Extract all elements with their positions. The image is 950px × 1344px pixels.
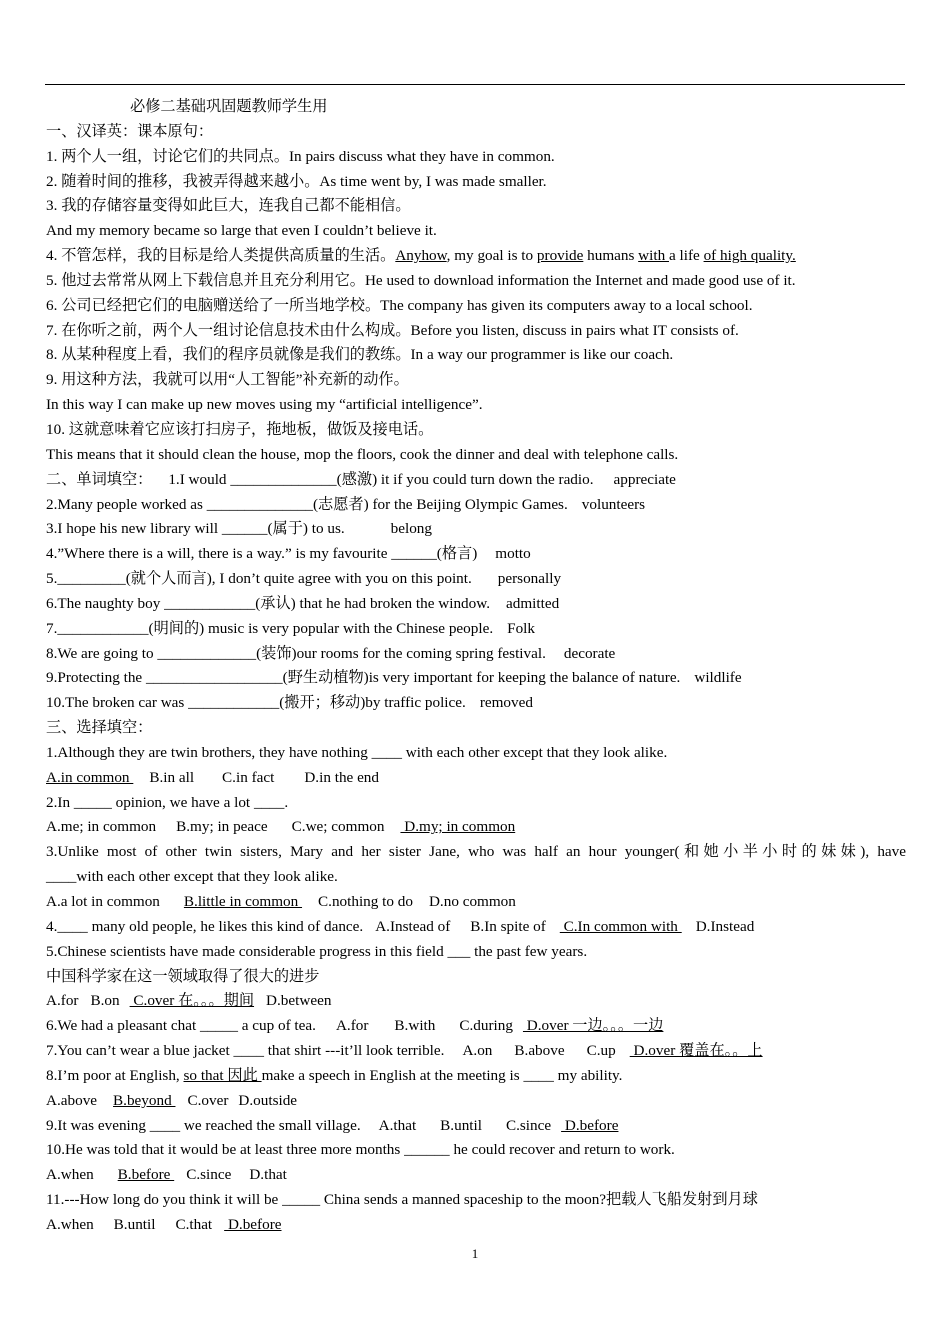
question-text: 7.You can’t wear a blue jacket ____ that shirt ---it’ll look terrible.	[46, 1042, 445, 1060]
text-run: a life	[668, 247, 704, 265]
option: C.during	[459, 1017, 513, 1035]
option-correct: D.over 一边。。。一边	[522, 1017, 664, 1035]
option: D.that	[249, 1166, 287, 1184]
options-line	[46, 766, 906, 791]
answer-text: admitted	[506, 594, 560, 612]
choice-question	[46, 915, 906, 940]
choice-question: 2.In _____ opinion, we have a lot ____.	[46, 793, 289, 811]
option-correct: B.little in common	[183, 893, 303, 910]
option: C.that	[175, 1215, 213, 1233]
question-text: 3.I hope his new library will ______(属于) to us.	[46, 520, 345, 538]
option: C.up	[586, 1042, 616, 1060]
sentence-line: 1. 两个人一组，讨论它们的共同点。In pairs discuss what they have in common.	[46, 147, 555, 165]
option: A.when	[46, 1215, 94, 1233]
sentence-line: And my memory became so large that even I couldn’t believe it.	[46, 222, 437, 240]
choice-question	[46, 1014, 906, 1039]
options-line	[46, 1163, 906, 1188]
page-title: 必修二基础巩固题教师学生用	[130, 98, 328, 115]
options-line	[46, 1089, 906, 1114]
fill-question	[46, 517, 906, 542]
option: B.In spite of	[470, 917, 546, 935]
option: C.over	[187, 1091, 229, 1109]
text-run: 4. 不管怎样，我的目标是给人类提供高质量的生活。	[46, 247, 396, 265]
option-correct: D.over 覆盖在。。上	[629, 1042, 763, 1060]
question-text: 4.”Where there is a will, there is a way.” is my favourite ______(格言)	[46, 545, 478, 563]
option: C.nothing to do	[318, 893, 413, 910]
fill-question	[46, 542, 906, 567]
option: B.with	[394, 1017, 436, 1035]
sentence-line: 9. 用这种方法，我就可以用“人工智能”补充新的动作。	[46, 371, 409, 389]
choice-question: 5.Chinese scientists have made considerable progress in this field ___ the past few years.	[46, 942, 588, 960]
section-heading: 三、选择填空：	[46, 719, 153, 737]
option: A.on	[462, 1042, 493, 1060]
question-text: 2.Many people worked as ______________(志愿者) for the Beijing Olympic Games.	[46, 495, 568, 513]
option-correct: D.my; in common	[400, 818, 516, 836]
section-heading: 一、汉译英：课本原句：	[46, 122, 214, 140]
question-text: 6.The naughty boy ____________(承认) that he had broken the window.	[46, 594, 491, 612]
option: A.a lot in common	[46, 893, 160, 910]
fill-question	[46, 617, 906, 642]
option-correct: B.before	[117, 1166, 175, 1184]
sentence-line: In this way I can make up new moves using my “artificial intelligence”.	[46, 396, 483, 414]
option-correct: D.before	[561, 1116, 619, 1134]
option: A.above	[46, 1091, 98, 1109]
choice-question: 1.Although they are twin brothers, they have nothing ____ with each other except that they look alike.	[46, 743, 668, 761]
sentence-line: 8. 从某种程度上看，我们的程序员就像是我们的教练。In a way our programmer is like our coach.	[46, 346, 674, 364]
translation-note: 中国科学家在这一领域取得了很大的进步	[46, 967, 320, 985]
page-number: 1	[471, 1246, 479, 1261]
sentence-line: 3. 我的存储容量变得如此巨大，连我自己都不能相信。	[46, 197, 411, 215]
answer-text: removed	[479, 694, 533, 712]
option: B.until	[113, 1215, 156, 1233]
question-text: 9.Protecting the __________________(野生动植物)is very important for keeping the balance of nature.	[46, 669, 681, 687]
answer-text: volunteers	[581, 495, 646, 513]
option: C.since	[505, 1116, 552, 1134]
option: C.we; common	[291, 818, 385, 836]
fill-question	[46, 468, 906, 493]
option-correct: C.In common with	[559, 917, 682, 935]
sentence-line: 7. 在你听之前，两个人一组讨论信息技术由什么构成。Before you listen, discuss in pairs what IT consists of.	[46, 321, 739, 339]
answer-text: belong	[390, 520, 432, 538]
question-text: 5._________(就个人而言), I don’t quite agree with you on this point.	[46, 570, 472, 588]
answer-text: Folk	[507, 619, 535, 637]
choice-question: 11.---How long do you think it will be _____ China sends a manned spaceship to the moon?把载人飞船发射到月球	[46, 1191, 758, 1209]
underlined-text: provide	[536, 247, 584, 265]
option: D.outside	[238, 1091, 298, 1109]
option: D.between	[266, 992, 332, 1010]
choice-question	[46, 1064, 906, 1089]
underlined-text: with	[638, 247, 669, 265]
section-heading: 二、单词填空：	[46, 470, 153, 488]
option: A.Instead of	[375, 917, 451, 935]
text-run: humans	[583, 247, 639, 265]
fill-question	[46, 666, 906, 691]
question-text: 6.We had a pleasant chat _____ a cup of tea.	[46, 1017, 316, 1035]
sentence-line: 2. 随着时间的推移，我被弄得越来越小。As time went by, I was made smaller.	[46, 172, 547, 190]
question-text: 9.It was evening ____ we reached the small village.	[46, 1116, 361, 1134]
choice-question: ____with each other except that they look alike.	[46, 868, 338, 886]
choice-question	[46, 1039, 906, 1064]
options-line	[46, 815, 906, 840]
question-text: make a speech in English at the meeting is ____ my ability.	[261, 1066, 623, 1084]
option-correct: C.over 在。。。期间	[129, 992, 255, 1010]
underlined-text: of high quality.	[703, 247, 796, 265]
option-correct: A.in common	[46, 768, 134, 786]
option: C.in fact	[222, 768, 275, 786]
fill-question	[46, 567, 906, 592]
question-text: 1.I would ______________(感激) it if you could turn down the radio.	[168, 470, 594, 488]
option: D.no common	[428, 893, 516, 910]
fill-question	[46, 493, 906, 518]
option: B.my; in peace	[176, 818, 268, 836]
option: B.on	[90, 992, 120, 1010]
option: D.Instead	[695, 917, 755, 935]
sentence-line: 6. 公司已经把它们的电脑赠送给了一所当地学校。The company has given its computers away to a local school.	[46, 296, 753, 314]
question-text: 10.The broken car was ____________(搬开；移动)by traffic police.	[46, 694, 466, 712]
options-line	[46, 989, 906, 1014]
answer-text: wildlife	[694, 669, 742, 687]
question-text: 8.We are going to _____________(装饰)our rooms for the coming spring festival.	[46, 644, 546, 662]
text-run: , my goal is to	[446, 247, 537, 265]
underlined-text: Anyhow	[395, 247, 447, 265]
option: D.in the end	[304, 768, 379, 786]
option: C.since	[186, 1166, 232, 1184]
question-text: 4.____ many old people, he likes this kind of dance.	[46, 917, 364, 935]
choice-question	[46, 1114, 906, 1139]
fill-question	[46, 691, 906, 716]
question-text: 7.____________(明间的) music is very popular with the Chinese people.	[46, 619, 494, 637]
answer-text: personally	[497, 570, 562, 588]
header-rule	[45, 84, 905, 85]
fill-question	[46, 592, 906, 617]
answer-text: decorate	[563, 644, 616, 662]
option: A.for	[335, 1017, 369, 1035]
option-correct: B.beyond	[113, 1091, 176, 1109]
option: A.me; in common	[46, 818, 157, 836]
sentence-line: This means that it should clean the house, mop the floors, cook the dinner and deal with telephone calls.	[46, 445, 679, 463]
underlined-text: so that 因此	[183, 1066, 262, 1084]
option: B.above	[514, 1042, 565, 1060]
sentence-line	[46, 244, 906, 269]
answer-text: appreciate	[613, 470, 676, 488]
fill-question	[46, 642, 906, 667]
option: B.until	[440, 1116, 482, 1134]
choice-question: 10.He was told that it would be at least three more months ______ he could recover and return to work.	[46, 1141, 675, 1159]
option-correct: D.before	[224, 1215, 282, 1233]
sentence-line: 10. 这就意味着它应该打扫房子，拖地板，做饭及接电话。	[46, 420, 434, 438]
choice-question: 3.Unlike most of other twin sisters, Mary and her sister Jane, who was half an hour younger(和她小半小时的妹妹), have	[46, 843, 906, 861]
question-text: 8.I’m poor at English,	[46, 1066, 184, 1084]
options-line	[46, 890, 906, 915]
worksheet-body	[46, 95, 906, 1238]
option: A.when	[46, 1166, 94, 1184]
option: A.that	[378, 1116, 417, 1134]
sentence-line: 5. 他过去常常从网上下载信息并且充分利用它。He used to download information the Internet and made good use of it.	[46, 271, 796, 289]
option: B.in all	[149, 768, 195, 786]
options-line	[46, 1213, 906, 1238]
option: A.for	[46, 992, 79, 1010]
answer-text: motto	[495, 545, 531, 563]
